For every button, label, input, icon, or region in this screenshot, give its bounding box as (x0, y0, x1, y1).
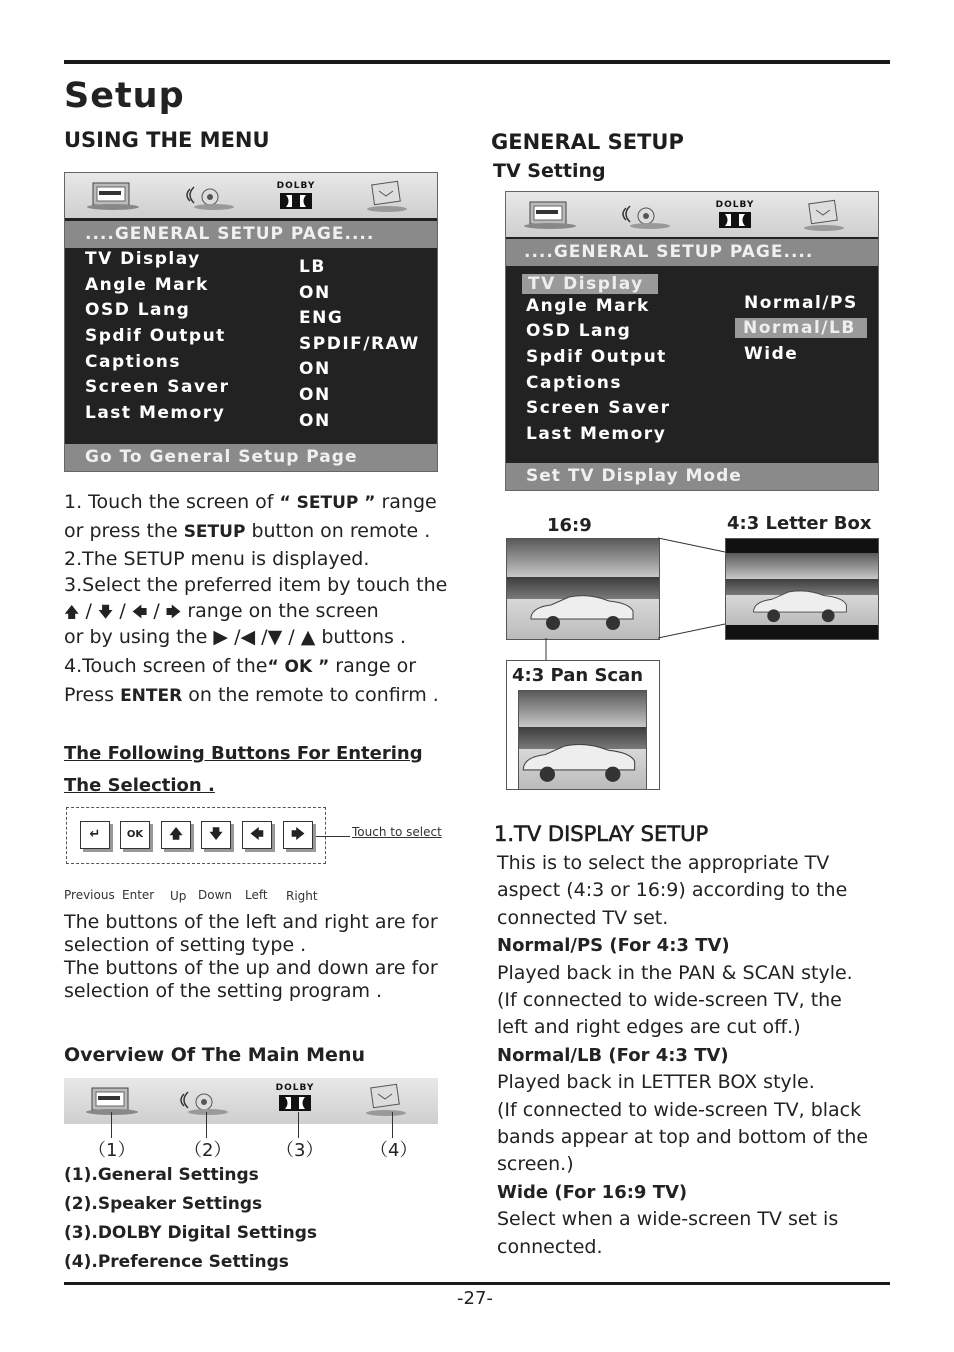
step-4-line: 4.Touch screen of the“ OK ” range or (64, 655, 417, 677)
overview-number-2: （2） (184, 1140, 232, 1161)
body-line: aspect (4:3 or 16:9) according to the (497, 879, 848, 901)
body-line: (If connected to wide-screen TV, black (497, 1099, 862, 1121)
step-1-cont: or press the SETUP button on remote . (64, 520, 431, 542)
play-right-icon: ▶ (213, 626, 229, 648)
menu-item[interactable]: OSD Lang (526, 321, 632, 341)
down-button[interactable]: 🡇 (201, 821, 231, 849)
previous-button[interactable]: ↵ (80, 821, 110, 849)
body-line: This is to select the appropriate TV (497, 852, 830, 874)
menu-item[interactable]: Angle Mark (526, 296, 650, 316)
menu-item-value: ENG (299, 308, 344, 328)
dolby-label: DOLBY (715, 200, 755, 210)
page-title: Setup (64, 76, 185, 116)
menu-item[interactable]: Last Memory (526, 424, 667, 444)
menu-item[interactable]: Captions (85, 352, 181, 372)
menu-item-value: ON (299, 385, 331, 405)
menu-page-bar: ....GENERAL SETUP PAGE.... (506, 239, 878, 266)
menu-item[interactable]: Last Memory (85, 403, 226, 423)
option-title: Wide (For 16:9 TV) (497, 1182, 688, 1203)
overview-item-4: (4).Preference Settings (64, 1252, 289, 1272)
step-2-line: 2.The SETUP menu is displayed. (64, 548, 370, 570)
tv-display-setup-heading: 1.TV DISPLAY SETUP (494, 822, 709, 846)
display-option-selected[interactable]: Normal/LB (735, 318, 867, 338)
picture-pan-scan (518, 690, 647, 790)
triangle-up-icon: ▲ (300, 626, 316, 648)
body-line: Select when a wide-screen TV set is (497, 1208, 839, 1230)
following-heading-1: The Following Buttons For Entering (64, 743, 423, 764)
overview-item-2: (2).Speaker Settings (64, 1194, 263, 1214)
buttons-desc-4: selection of the setting program . (64, 980, 383, 1002)
right-button[interactable]: 🡆 (283, 821, 313, 849)
step-3-buttons: or by using the ▶ /◀ /▼ / ▲ buttons . (64, 626, 407, 648)
menu-item[interactable]: Screen Saver (85, 377, 230, 397)
overview-item-3: (3).DOLBY Digital Settings (64, 1223, 317, 1243)
menu-item-value: SPDIF/RAW (299, 334, 420, 354)
body-line: left and right edges are cut off.) (497, 1016, 801, 1038)
triangle-down-icon: ▼ (267, 626, 283, 648)
up-button[interactable]: 🡅 (161, 821, 191, 849)
menu-item[interactable]: TV Display (85, 249, 201, 269)
preference-settings-icon (360, 1082, 410, 1118)
menu-item-selected[interactable]: TV Display (522, 274, 658, 294)
down-arrow-icon: 🡇 (97, 603, 114, 621)
dolby-settings-icon (272, 1083, 318, 1117)
step-3-arrows: 🡅 / 🡇 / 🡄 / 🡆 range on the screen (64, 600, 379, 622)
menu-item-value: ON (299, 283, 331, 303)
tv-setting-subheading: TV Setting (493, 160, 606, 182)
buttons-desc-3: The buttons of the up and down are for (64, 957, 438, 979)
overview-heading: Overview Of The Main Menu (64, 1044, 365, 1066)
step-3-line: 3.Select the preferred item by touch the (64, 574, 448, 596)
callout-line-1 (111, 1112, 112, 1138)
dolby-label: DOLBY (276, 181, 316, 191)
buttons-desc-1: The buttons of the left and right are for (64, 911, 438, 933)
step-1-line: 1. Touch the screen of “ SETUP ” range (64, 491, 437, 513)
touch-leader-line (316, 836, 350, 837)
enter-button[interactable]: OK (120, 821, 150, 849)
following-heading-2: The Selection . (64, 775, 215, 796)
menu-item[interactable]: Screen Saver (526, 398, 671, 418)
touch-to-select-label: Touch to select (352, 825, 442, 839)
option-title: Normal/LB (For 4:3 TV) (497, 1045, 729, 1066)
body-line: (If connected to wide-screen TV, the (497, 989, 842, 1011)
body-line: bands appear at top and bottom of the (497, 1126, 869, 1148)
label-pan-scan: 4:3 Pan Scan (512, 665, 644, 686)
label-letter-box: 4:3 Letter Box (727, 513, 872, 534)
caption-right: Right (286, 889, 318, 903)
step-4-cont: Press ENTER on the remote to confirm . (64, 684, 439, 706)
car-image (519, 735, 639, 783)
caption-up: Up (170, 889, 187, 903)
menu-item-value: ON (299, 411, 331, 431)
dolby-label: DOLBY (275, 1083, 315, 1093)
overview-number-4: （4） (370, 1140, 418, 1161)
caption-previous: Previous (64, 888, 115, 902)
callout-line-2 (206, 1112, 207, 1138)
option-title: Normal/PS (For 4:3 TV) (497, 935, 730, 956)
left-button[interactable]: 🡄 (242, 821, 272, 849)
menu-page-bar: ....GENERAL SETUP PAGE.... (65, 221, 437, 248)
body-line: connected TV set. (497, 907, 669, 929)
menu-item-value: ON (299, 359, 331, 379)
left-arrow-icon: 🡄 (131, 603, 148, 621)
caption-down: Down (198, 888, 233, 902)
speaker-settings-icon (174, 1086, 230, 1116)
body-line: Played back in the PAN & SCAN style. (497, 962, 853, 984)
menu-item[interactable]: Spdif Output (85, 326, 226, 346)
body-line: connected. (497, 1236, 603, 1258)
page-number: -27- (457, 1288, 493, 1309)
menu-footer-bar: Set TV Display Mode (506, 463, 878, 490)
menu-item-value: LB (299, 257, 326, 277)
callout-line-4 (392, 1112, 393, 1138)
right-arrow-icon: 🡆 (165, 603, 182, 621)
menu-item[interactable]: Spdif Output (526, 347, 667, 367)
overview-number-1: （1） (88, 1140, 136, 1161)
display-option[interactable]: Wide (744, 344, 799, 364)
overview-number-3: （3） (276, 1140, 324, 1161)
display-option[interactable]: Normal/PS (744, 293, 858, 313)
menu-item[interactable]: Angle Mark (85, 275, 209, 295)
overview-icon-bar (64, 1078, 438, 1124)
body-line: screen.) (497, 1153, 574, 1175)
menu-item[interactable]: Captions (526, 373, 622, 393)
buttons-desc-2: selection of setting type . (64, 934, 307, 956)
up-arrow-icon: 🡅 (64, 603, 80, 621)
caption-enter: Enter (122, 888, 155, 902)
caption-left: Left (245, 888, 268, 902)
body-line: Played back in LETTER BOX style. (497, 1071, 815, 1093)
play-left-icon: ◀ (240, 626, 256, 648)
callout-line-3 (298, 1112, 299, 1138)
label-16-9: 16:9 (547, 515, 592, 536)
using-menu-heading: USING THE MENU (64, 128, 270, 152)
general-setup-heading: GENERAL SETUP (491, 130, 684, 154)
menu-item[interactable]: OSD Lang (85, 300, 191, 320)
menu-footer-bar: Go To General Setup Page (65, 444, 437, 471)
general-settings-icon (82, 1084, 142, 1116)
overview-item-1: (1).General Settings (64, 1165, 259, 1185)
